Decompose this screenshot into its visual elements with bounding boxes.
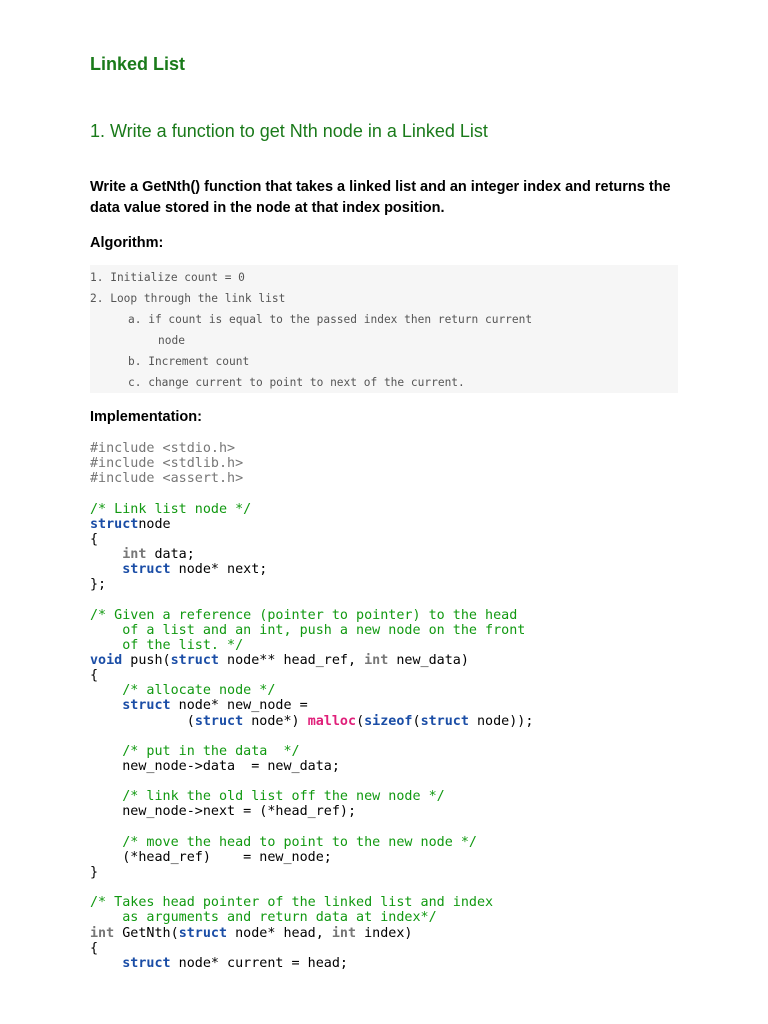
code-token: void — [90, 652, 123, 668]
code-line — [90, 835, 533, 850]
code-line — [90, 956, 533, 971]
code-token: node — [138, 516, 171, 532]
code-token: { — [90, 668, 99, 684]
algorithm-label: Algorithm: — [90, 235, 164, 251]
code-token: #include <stdlib.h> — [90, 456, 244, 472]
code-token: push( — [122, 652, 171, 668]
code-token: /* allocate node */ — [122, 683, 276, 699]
code-line — [90, 547, 533, 562]
code-token: /* Takes head pointer of the linked list and index — [90, 895, 494, 911]
code-token: node* current = head; — [170, 955, 348, 971]
code-token: data; — [146, 546, 195, 562]
code-line — [90, 895, 533, 910]
code-token: of the list. */ — [90, 637, 244, 653]
intro-paragraph: Write a GetNth() function that takes a linked list and an integer index and returns the data value stored in the node at that index position. — [90, 179, 671, 216]
code-line — [90, 517, 533, 532]
code-token: int — [331, 925, 357, 941]
code-line — [90, 638, 533, 653]
code-token: }; — [90, 577, 107, 593]
code-token: malloc — [307, 713, 357, 729]
code-line — [90, 577, 533, 592]
code-line — [90, 744, 533, 759]
code-line — [90, 608, 533, 623]
code-token: int — [364, 652, 389, 668]
code-line — [90, 683, 533, 698]
code-token: int — [122, 546, 147, 562]
code-token: struct — [122, 698, 171, 714]
algorithm-block — [90, 265, 678, 393]
code-token: as arguments and return data at index*/ — [90, 910, 437, 926]
code-line — [90, 456, 533, 471]
code-line — [90, 850, 533, 865]
code-token: struct — [122, 562, 171, 578]
algorithm-step: 2. Loop through the link list — [90, 292, 286, 305]
code-token: #include <stdio.h> — [90, 441, 236, 456]
code-token: #include <assert.h> — [90, 471, 244, 487]
code-line — [90, 774, 533, 789]
code-token: } — [90, 864, 99, 880]
code-token: ( — [356, 713, 365, 729]
code-token: { — [90, 531, 99, 547]
code-token — [90, 698, 122, 713]
code-line — [90, 789, 533, 804]
code-token: { — [90, 940, 99, 956]
code-token: node* head, — [227, 925, 332, 941]
algorithm-step: 1. Initialize count = 0 — [90, 271, 245, 284]
code-line — [90, 623, 533, 638]
code-line — [90, 759, 533, 774]
code-token: /* move the head to point to the new node */ — [122, 834, 477, 850]
code-line — [90, 910, 533, 925]
code-line — [90, 714, 533, 729]
code-token — [90, 683, 122, 698]
algorithm-step: b. Increment count — [128, 355, 250, 368]
code-token: (*head_ref) = new_node; — [90, 849, 332, 865]
code-token: of a list and an int, push a new node on the front — [90, 622, 526, 638]
code-line — [90, 668, 533, 683]
code-line — [90, 532, 533, 547]
code-line — [90, 502, 533, 517]
code-line — [90, 441, 533, 456]
code-token — [90, 956, 122, 971]
code-token: /* link the old list off the new node */ — [122, 789, 445, 805]
code-token — [90, 562, 122, 577]
code-token: GetNth( — [114, 925, 179, 941]
code-line — [90, 729, 533, 744]
code-line — [90, 486, 533, 501]
code-token: struct — [122, 955, 171, 971]
code-line — [90, 941, 533, 956]
code-token: struct — [194, 713, 244, 729]
code-token — [90, 744, 122, 759]
code-line — [90, 865, 533, 880]
code-token: struct — [178, 925, 228, 941]
code-line — [90, 926, 533, 941]
code-token: node*) — [243, 713, 308, 729]
code-token: node** head_ref, — [219, 652, 365, 668]
implementation-label: Implementation: — [90, 409, 202, 425]
code-token: node)); — [468, 713, 534, 729]
code-line — [90, 471, 533, 486]
code-token: node* new_node = — [170, 698, 308, 714]
code-token: new_node->next = (*head_ref); — [90, 804, 357, 820]
code-line — [90, 562, 533, 577]
code-token: /* Link list node */ — [90, 501, 252, 517]
code-line — [90, 804, 533, 819]
code-block — [90, 441, 533, 971]
code-line — [90, 653, 533, 668]
code-token: index) — [356, 925, 413, 941]
code-token — [90, 835, 122, 850]
code-line — [90, 592, 533, 607]
code-token: node* next; — [170, 562, 268, 578]
code-token: ( — [412, 713, 421, 729]
algorithm-step: a. if count is equal to the passed index then return current — [128, 313, 533, 326]
code-line — [90, 820, 533, 835]
code-token: sizeof — [364, 713, 413, 729]
code-token: ( — [90, 713, 195, 729]
page-title: Linked List — [90, 54, 186, 74]
code-token: new_node->data = new_data; — [90, 758, 340, 774]
algorithm-step: node — [158, 334, 185, 347]
code-token: /* put in the data */ — [122, 743, 300, 759]
algorithm-step: c. change current to point to next of the current. — [128, 376, 465, 389]
code-token: struct — [90, 516, 139, 532]
code-token — [90, 547, 122, 562]
code-token: struct — [170, 652, 219, 668]
code-line — [90, 698, 533, 713]
code-token — [90, 789, 122, 804]
question-heading: 1. Write a function to get Nth node in a Linked List — [90, 121, 488, 141]
code-token: new_data) — [388, 652, 469, 668]
code-token: int — [90, 925, 115, 941]
code-line — [90, 880, 533, 895]
code-token: /* Given a reference (pointer to pointer) to the head — [90, 607, 518, 623]
code-token: struct — [420, 713, 469, 729]
